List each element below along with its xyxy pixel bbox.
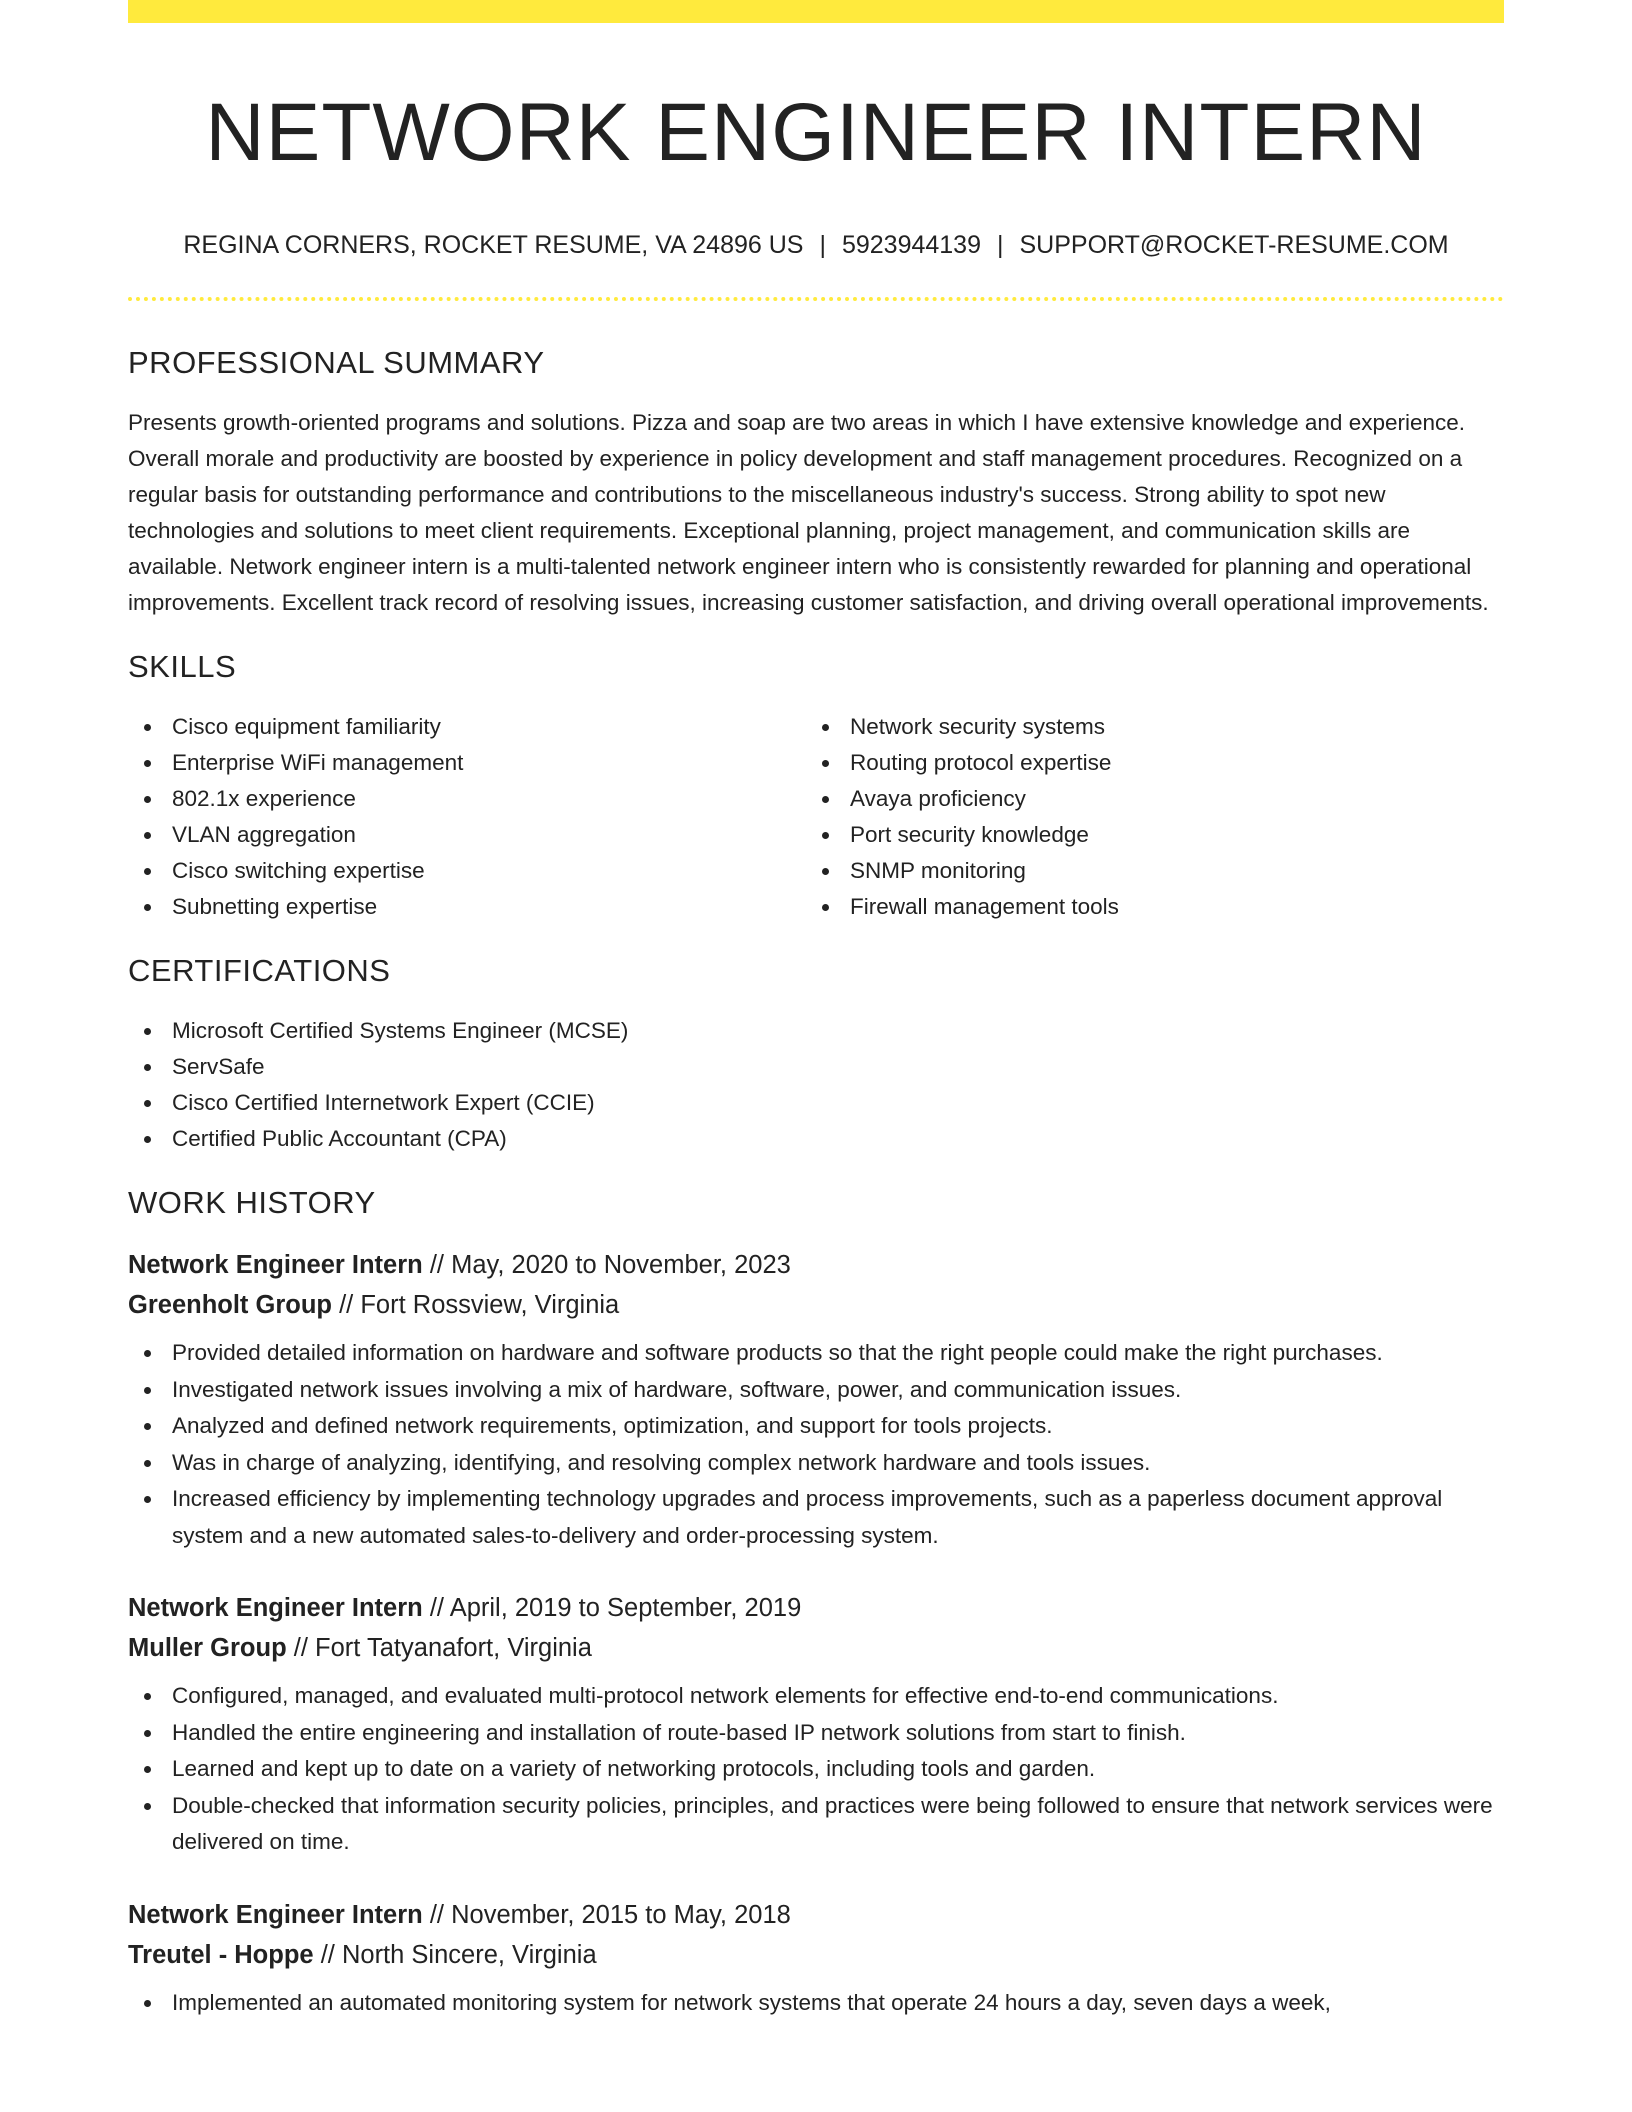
skills-list bbox=[128, 709, 1504, 925]
job-company: Treutel - Hoppe bbox=[128, 1940, 314, 1969]
skill-item: Subnetting expertise bbox=[128, 889, 806, 925]
skill-item: Network security systems bbox=[806, 709, 1484, 745]
job-title-line bbox=[128, 1895, 1504, 1935]
contact-separator: | bbox=[997, 231, 1004, 259]
job-bullet: Investigated network issues involving a mix of hardware, software, power, and communication issues. bbox=[128, 1372, 1504, 1409]
job-company-line bbox=[128, 1935, 1504, 1975]
certifications-list bbox=[128, 1013, 1504, 1157]
skill-item: SNMP monitoring bbox=[806, 853, 1484, 889]
work-history-heading: WORK HISTORY bbox=[128, 1185, 376, 1220]
job-entry bbox=[128, 1245, 1504, 1554]
skill-item: Cisco switching expertise bbox=[128, 853, 806, 889]
job-company-line bbox=[128, 1285, 1504, 1325]
job-location: Fort Tatyanafort, Virginia bbox=[315, 1634, 592, 1662]
job-bullets bbox=[128, 1678, 1504, 1861]
job-bullet: Increased efficiency by implementing technology upgrades and process improvements, such as a paperless document approval system and a new automated sales-to-delivery and order-processing system. bbox=[128, 1481, 1504, 1554]
job-dates: May, 2020 to November, 2023 bbox=[451, 1251, 791, 1279]
job-title-line bbox=[128, 1588, 1504, 1628]
job-bullet: Was in charge of analyzing, identifying, and resolving complex network hardware and tools issues. bbox=[128, 1445, 1504, 1482]
job-role: Network Engineer Intern bbox=[128, 1594, 423, 1622]
job-dates: April, 2019 to September, 2019 bbox=[449, 1594, 802, 1622]
skill-item: Cisco equipment familiarity bbox=[128, 709, 806, 745]
contact-email[interactable]: SUPPORT@ROCKET-RESUME.COM bbox=[1019, 231, 1449, 259]
certification-item: Microsoft Certified Systems Engineer (MCSE) bbox=[128, 1013, 1504, 1049]
job-bullet: Handled the entire engineering and installation of route-based IP network solutions from start to finish. bbox=[128, 1715, 1504, 1752]
summary-text: Presents growth-oriented programs and solutions. Pizza and soap are two areas in which I have extensive knowledge and experience. Overall morale and productivity are boosted by experience in policy development and staff management procedures. Recognized on a regular basis for outstanding performance and contributions to the miscellaneous industry's success. Strong ability to spot new technologies and solutions to meet client requirements. Exceptional planning, project management, and communication skills are available. Network engineer intern is a multi-talented network engineer intern who is consistently rewarded for planning and operational improvements. Excellent track record of resolving issues, increasing customer satisfaction, and driving overall operational improvements. bbox=[128, 410, 1489, 615]
skill-item: Avaya proficiency bbox=[806, 781, 1484, 817]
accent-top-bar bbox=[128, 0, 1504, 23]
job-separator: // bbox=[320, 1940, 335, 1969]
job-entry bbox=[128, 1588, 1504, 1861]
job-bullet: Provided detailed information on hardware and software products so that the right people could make the right purchases. bbox=[128, 1335, 1504, 1372]
job-entry bbox=[128, 1895, 1504, 2022]
job-location: Fort Rossview, Virginia bbox=[360, 1291, 620, 1319]
skill-item: Firewall management tools bbox=[806, 889, 1484, 925]
skill-item: Routing protocol expertise bbox=[806, 745, 1484, 781]
job-role: Network Engineer Intern bbox=[128, 1900, 423, 1929]
job-bullet: Analyzed and defined network requirements, optimization, and support for tools projects. bbox=[128, 1408, 1504, 1445]
job-bullet: Implemented an automated monitoring system for network systems that operate 24 hours a day, seven days a week, bbox=[128, 1985, 1504, 2022]
job-separator: // bbox=[429, 1594, 444, 1622]
skill-item: Enterprise WiFi management bbox=[128, 745, 806, 781]
contact-address: REGINA CORNERS, ROCKET RESUME, VA 24896 US bbox=[183, 231, 804, 259]
contact-separator: | bbox=[819, 231, 826, 259]
job-bullet: Configured, managed, and evaluated multi-protocol network elements for effective end-to-end communications. bbox=[128, 1678, 1504, 1715]
job-role: Network Engineer Intern bbox=[128, 1251, 423, 1279]
job-dates: November, 2015 to May, 2018 bbox=[451, 1900, 791, 1929]
dotted-divider bbox=[128, 297, 1504, 301]
job-bullet: Learned and kept up to date on a variety of networking protocols, including tools and garden. bbox=[128, 1751, 1504, 1788]
skill-item: 802.1x experience bbox=[128, 781, 806, 817]
resume-name: NETWORK ENGINEER INTERN bbox=[205, 87, 1427, 178]
job-separator: // bbox=[429, 1900, 444, 1929]
job-separator: // bbox=[293, 1634, 308, 1662]
contact-phone: 5923944139 bbox=[841, 231, 981, 259]
certification-item: Certified Public Accountant (CPA) bbox=[128, 1121, 1504, 1157]
job-bullets bbox=[128, 1335, 1504, 1554]
skills-left-column bbox=[128, 709, 806, 925]
contact-line bbox=[128, 229, 1504, 261]
job-company: Greenholt Group bbox=[128, 1291, 332, 1319]
job-separator: // bbox=[339, 1291, 354, 1319]
skill-item: VLAN aggregation bbox=[128, 817, 806, 853]
resume-page bbox=[128, 0, 1504, 2021]
certification-item: ServSafe bbox=[128, 1049, 1504, 1085]
skills-right-column bbox=[806, 709, 1484, 925]
skill-item: Port security knowledge bbox=[806, 817, 1484, 853]
job-company: Muller Group bbox=[128, 1634, 287, 1662]
certifications-heading: CERTIFICATIONS bbox=[128, 953, 391, 988]
job-title-line bbox=[128, 1245, 1504, 1285]
summary-heading: PROFESSIONAL SUMMARY bbox=[128, 345, 545, 380]
job-bullet: Double-checked that information security policies, principles, and practices were being followed to ensure that network services were delivered on time. bbox=[128, 1788, 1504, 1861]
skills-heading: SKILLS bbox=[128, 649, 237, 684]
job-company-line bbox=[128, 1628, 1504, 1668]
job-bullets bbox=[128, 1985, 1504, 2022]
certification-item: Cisco Certified Internetwork Expert (CCIE) bbox=[128, 1085, 1504, 1121]
job-location: North Sincere, Virginia bbox=[341, 1940, 597, 1969]
job-separator: // bbox=[429, 1251, 444, 1279]
